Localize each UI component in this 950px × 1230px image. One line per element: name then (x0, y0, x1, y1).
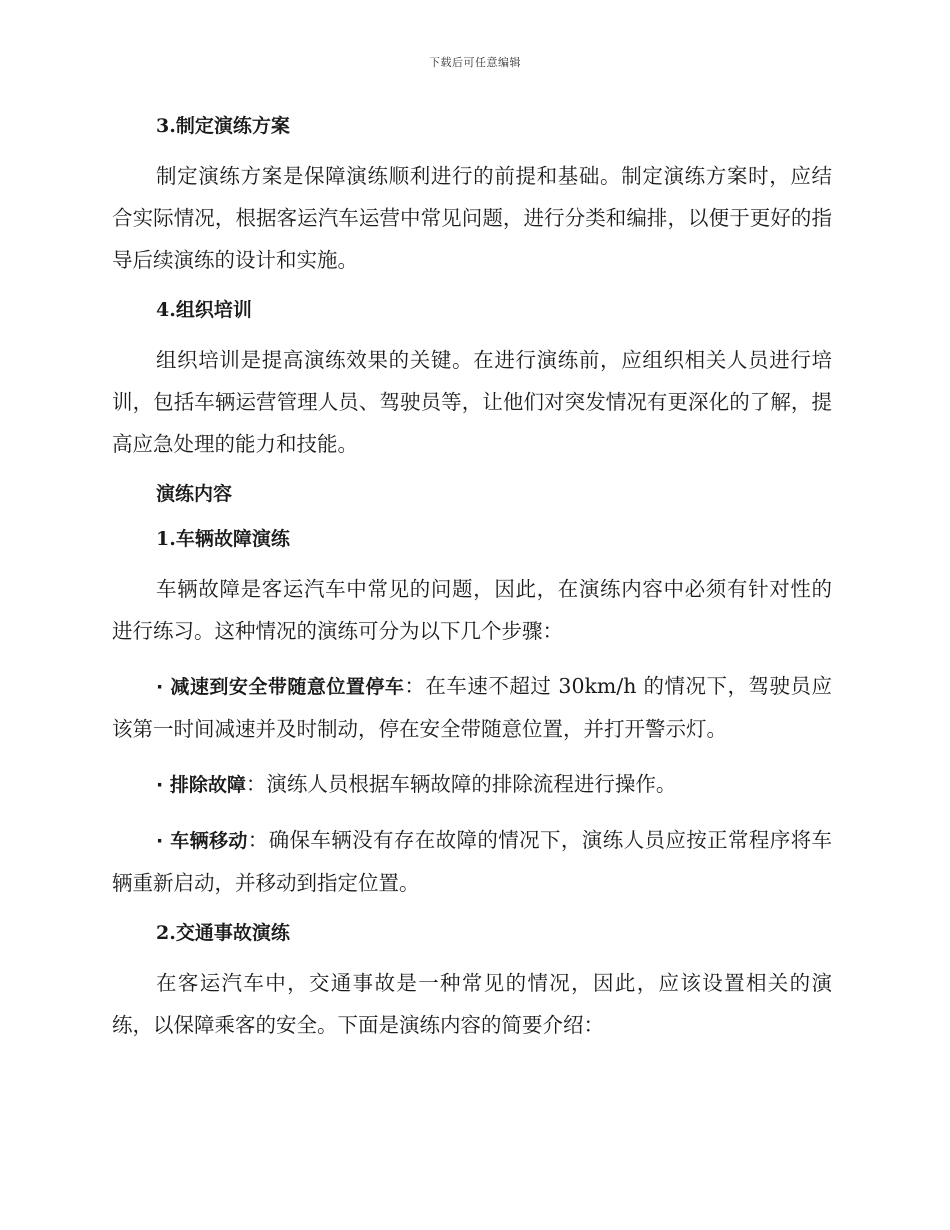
bullet-text: ：演练人员根据车辆故障的排除流程进行操作。 (245, 772, 677, 796)
bullet-label: · 排除故障 (156, 774, 246, 796)
bullet-label: · 车辆移动 (156, 830, 248, 852)
section-heading: 2.交通事故演练 (156, 922, 290, 944)
paragraph: 车辆故障是客运汽车中常见的问题，因此，在演练内容中必须有针对性的进行练习。这种情况的演练可分为以下几个步骤： (112, 577, 832, 643)
bullet-item (112, 763, 832, 806)
section-heading: 4.组织培训 (156, 299, 252, 321)
section-heading: 演练内容 (156, 483, 233, 505)
paragraph: 制定演练方案是保障演练顺利进行的前提和基础。制定演练方案时，应结合实际情况，根据客运汽车运营中常见问题，进行分类和编排，以便于更好的指导后续演练的设计和实施。 (112, 164, 832, 272)
document-body (112, 110, 832, 1046)
bullet-text: ：在车速不超过 30km/h 的情况下，驾驶员应该第一时间减速并及时制动，停在安全带随意位置，并打开警示灯。 (112, 674, 832, 741)
paragraph: 在客运汽车中，交通事故是一种常见的情况，因此，应该设置相关的演练，以保障乘客的安全。下面是演练内容的简要介绍： (112, 971, 832, 1037)
section-heading: 3.制定演练方案 (156, 115, 290, 137)
paragraph: 组织培训是提高演练效果的关键。在进行演练前，应组织相关人员进行培训，包括车辆运营管理人员、驾驶员等，让他们对突发情况有更深化的了解，提高应急处理的能力和技能。 (112, 348, 832, 456)
bullet-label: · 减速到安全带随意位置停车 (156, 676, 405, 698)
section-heading: 1.车辆故障演练 (156, 528, 290, 550)
bullet-item (112, 665, 832, 750)
bullet-text: ：确保车辆没有存在故障的情况下，演练人员应按正常程序将车辆重新启动，并移动到指定位置。 (112, 828, 832, 895)
header-note: 下载后可任意编辑 (429, 56, 521, 69)
bullet-item (112, 819, 832, 904)
